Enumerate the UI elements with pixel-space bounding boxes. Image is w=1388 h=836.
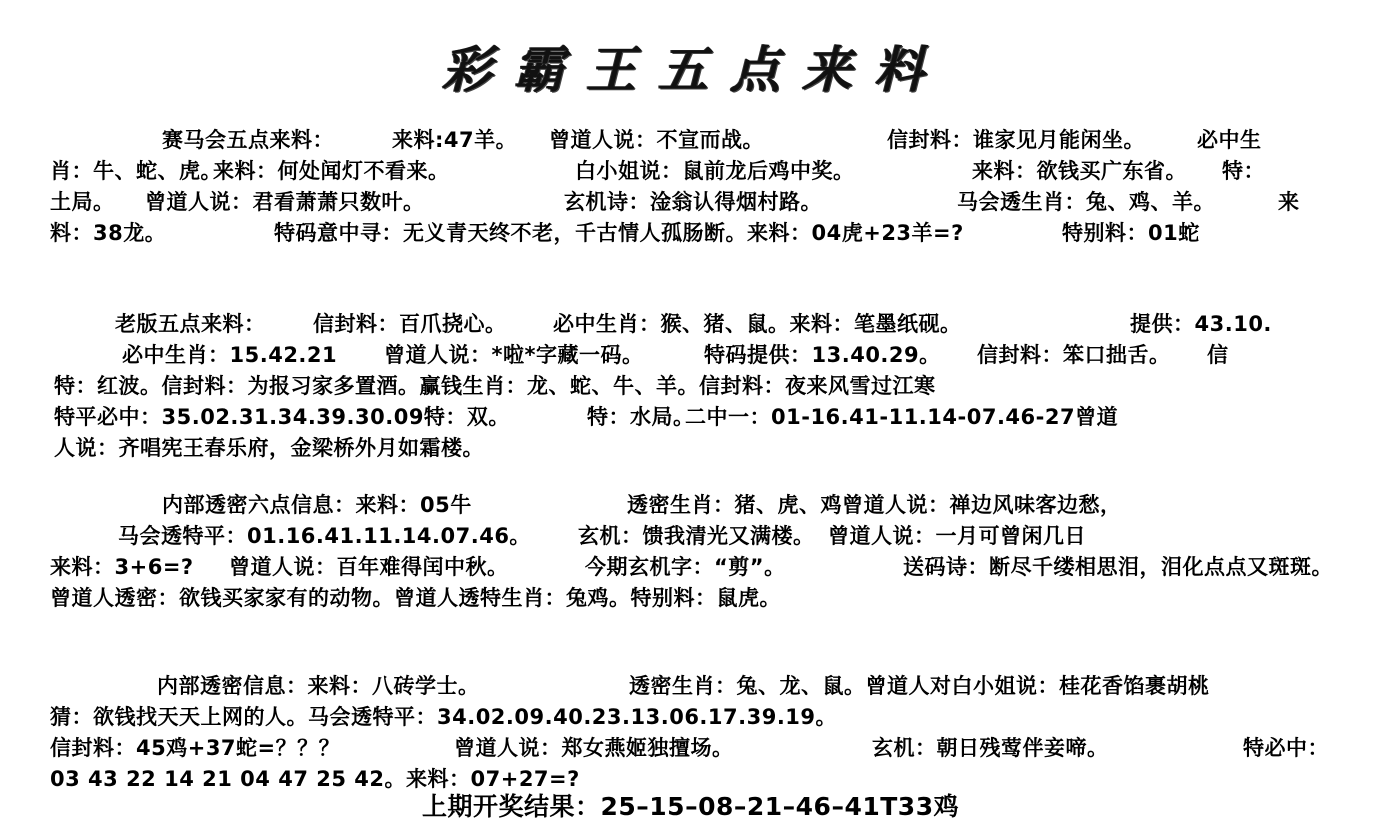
text-line <box>0 702 1388 733</box>
text-segment: 曾道人说：不宣而战。 <box>549 128 764 152</box>
text-segment: 玄机诗：淦翁认得烟村路。 <box>564 190 822 214</box>
text-segment: 特码提供：13.40.29。 <box>704 343 941 367</box>
text-segment: 来料：何处闻灯不看来。 <box>213 159 450 183</box>
text-segment: 必中生肖：猴、猪、鼠。来料：笔墨纸砚。 <box>553 312 962 336</box>
text-segment: 特码意中寻：无义青天终不老，千古情人孤肠断。来料：04虎+23羊=? <box>274 221 964 245</box>
text-segment: 白小姐说：鼠前龙后鸡中奖。 <box>575 159 855 183</box>
text-segment: 信 <box>1207 343 1229 367</box>
text-segment: 送码诗：断尽千缕相思泪，泪化点点又斑斑。 <box>903 555 1333 579</box>
text-line <box>0 521 1388 552</box>
text-line <box>0 218 1388 249</box>
text-segment: 特：红波。信封料：为报习家多置酒。赢钱生肖：龙、蛇、牛、羊。信封料：夜来风雪过江寒 <box>54 374 936 398</box>
text-line <box>0 309 1388 340</box>
text-segment: 玄机：馈我清光又满楼。 <box>578 524 815 548</box>
text-segment: 信封料：百爪挠心。 <box>313 312 507 336</box>
text-segment: 曾道人说：郑女燕姬独擅场。 <box>454 736 734 760</box>
text-segment: 料：38龙。 <box>50 221 167 245</box>
text-segment: 二中一：01-16.41-11.14-07.46-27曾道 <box>685 405 1119 429</box>
section-heading: 内部透密六点信息：来料：05牛 <box>162 493 472 517</box>
last-result: 上期开奖结果：25–15–08–21–46–41T33鸡 <box>422 792 960 821</box>
text-line <box>0 156 1388 187</box>
text-segment: 透密生肖：兔、龙、鼠。曾道人对白小姐说：桂花香馅裹胡桃 <box>629 674 1210 698</box>
section-heading: 内部透密信息：来料：八砖学士。 <box>157 674 480 698</box>
text-segment: 信封料：45鸡+37蛇=？？？ <box>50 736 341 760</box>
text-segment: 玄机：朝日残莺伴妾啼。 <box>872 736 1109 760</box>
text-segment: 土局。 <box>50 190 115 214</box>
text-segment: 来料：3+6=? <box>50 555 194 579</box>
text-segment: 曾道人透密：欲钱买家家有的动物。曾道人透特生肖：兔鸡。特别料：鼠虎。 <box>50 586 781 610</box>
section-heading: 赛马会五点来料： <box>162 128 334 152</box>
text-line <box>0 490 1388 521</box>
text-segment: 曾道人说：君看萧萧只数叶。 <box>145 190 425 214</box>
text-segment: 特必中： <box>1243 736 1329 760</box>
text-segment: 来 <box>1278 190 1300 214</box>
text-segment: 马会透生肖：兔、鸡、羊。 <box>957 190 1215 214</box>
text-segment: 03 43 22 14 21 04 47 25 42。来料：07+27=? <box>50 767 580 791</box>
text-segment: 透密生肖：猪、虎、鸡曾道人说：禅边风味客边愁， <box>627 493 1122 517</box>
text-segment: 必中生肖：15.42.21 <box>122 343 338 367</box>
text-segment: 人说：齐唱宪王春乐府，金梁桥外月如霜楼。 <box>54 436 484 460</box>
section-heading: 老版五点来料： <box>115 312 266 336</box>
text-line <box>0 552 1388 583</box>
text-line <box>0 791 1388 822</box>
text-line <box>0 371 1388 402</box>
text-segment: 提供：43.10. <box>1130 312 1272 336</box>
text-segment: 今期玄机字：“剪”。 <box>585 555 786 579</box>
text-segment: 来料：欲钱买广东省。 <box>972 159 1187 183</box>
text-segment: 特别料：01蛇 <box>1062 221 1200 245</box>
text-segment: 曾道人说：一月可曾闲几日 <box>828 524 1086 548</box>
text-segment: 必中生 <box>1197 128 1262 152</box>
text-segment: 来料:47羊。 <box>392 128 518 152</box>
text-segment: 曾道人说：*啦*字藏一码。 <box>384 343 644 367</box>
text-segment: 特： <box>1222 159 1265 183</box>
text-segment: 特：水局。 <box>587 405 695 429</box>
text-line <box>0 187 1388 218</box>
text-segment: 曾道人说：百年难得闰中秋。 <box>229 555 509 579</box>
page-title: 彩霸王五点来料 <box>442 40 946 99</box>
text-segment: 肖：牛、蛇、虎。 <box>50 159 222 183</box>
text-line <box>0 433 1388 464</box>
text-segment: 猜：欲钱找天天上网的人。马会透特平：34.02.09.40.23.13.06.17.39.19。 <box>50 705 838 729</box>
text-line <box>0 125 1388 156</box>
text-segment: 特平必中：35.02.31.34.39.30.09特：双。 <box>54 405 510 429</box>
text-line <box>0 340 1388 371</box>
text-segment: 马会透特平：01.16.41.11.14.07.46。 <box>118 524 531 548</box>
text-line <box>0 733 1388 764</box>
text-line <box>0 583 1388 614</box>
text-line <box>0 671 1388 702</box>
text-line <box>0 402 1388 433</box>
text-segment: 信封料：谁家见月能闲坐。 <box>887 128 1145 152</box>
text-segment: 信封料：笨口拙舌。 <box>977 343 1171 367</box>
